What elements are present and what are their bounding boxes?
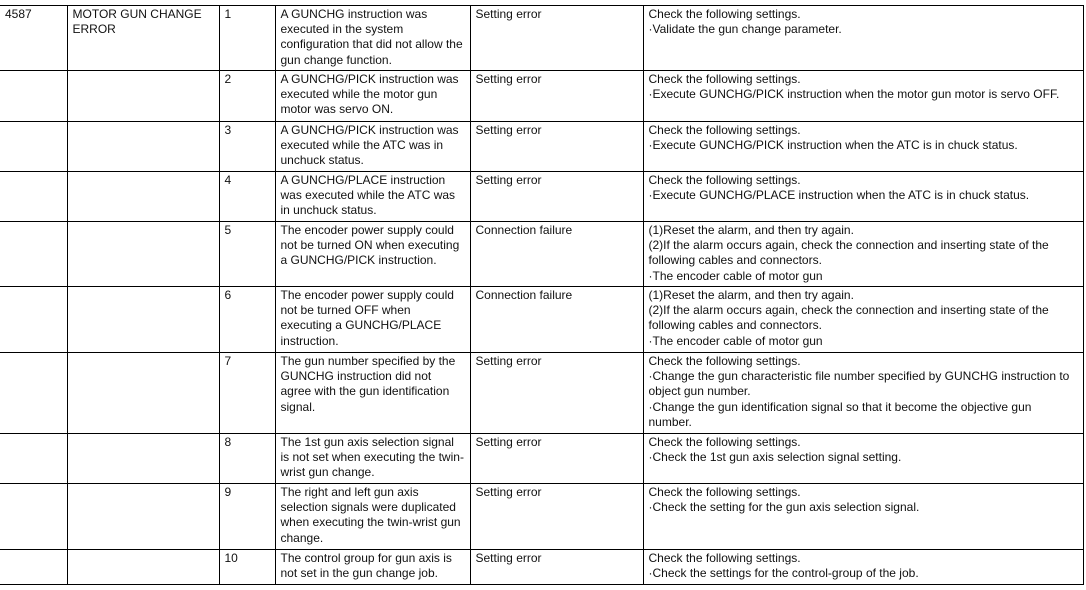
empty-cell: [67, 353, 219, 434]
remedy-cell: [643, 287, 1083, 353]
empty-cell: [67, 434, 219, 484]
type-cell: Setting error: [470, 122, 643, 172]
table-row: [0, 222, 1083, 287]
table-row: [0, 6, 1083, 71]
sub-code: 6: [219, 287, 275, 353]
remedy-cell: [643, 122, 1083, 172]
type-cell: Connection failure: [470, 287, 643, 353]
empty-cell: [0, 550, 67, 585]
remedy-line: ·Check the settings for the control-group of the job.: [648, 566, 919, 581]
remedy-line: ·Change the gun characteristic file number specified by GUNCHG instruction to object gun number.: [648, 369, 1070, 399]
remedy-line: (1)Reset the alarm, and then try again.: [648, 223, 854, 237]
remedy-line: Check the following settings.: [648, 354, 801, 368]
table-row: [0, 287, 1083, 353]
remedy-cell: [643, 550, 1083, 585]
type-cell: Setting error: [470, 434, 643, 484]
remedy-line: Check the following settings.: [648, 485, 801, 499]
type-cell: Setting error: [470, 6, 643, 71]
alarm-name: MOTOR GUN CHANGE ERROR: [67, 6, 219, 71]
remedy-line: ·Check the 1st gun axis selection signal setting.: [648, 450, 902, 465]
cause-cell: The encoder power supply could not be turned OFF when executing a GUNCHG/PLACE instruction.: [275, 287, 470, 353]
alarm-table: [0, 5, 1084, 585]
empty-cell: [0, 122, 67, 172]
remedy-line: Check the following settings.: [648, 551, 801, 565]
cause-cell: The gun number specified by the GUNCHG instruction did not agree with the gun identification signal.: [275, 353, 470, 434]
table-row: [0, 484, 1083, 550]
sub-code: 3: [219, 122, 275, 172]
remedy-line: Check the following settings.: [648, 173, 801, 187]
sub-code: 8: [219, 434, 275, 484]
remedy-line: Check the following settings.: [648, 72, 801, 86]
table-row: [0, 71, 1083, 122]
remedy-line: (2)If the alarm occurs again, check the connection and inserting state of the following cables and connectors.: [648, 303, 1049, 333]
sub-code: 4: [219, 172, 275, 222]
cause-cell: A GUNCHG instruction was executed in the system configuration that did not allow the gun change function.: [275, 6, 470, 71]
remedy-line: ·Execute GUNCHG/PLACE instruction when the ATC is in chuck status.: [648, 188, 1030, 203]
cause-cell: The encoder power supply could not be turned ON when executing a GUNCHG/PICK instruction.: [275, 222, 470, 287]
remedy-line: ·Change the gun identification signal so that it become the objective gun number.: [648, 399, 1032, 429]
empty-cell: [67, 122, 219, 172]
sub-code: 10: [219, 550, 275, 585]
remedy-line: ·Validate the gun change parameter.: [648, 22, 842, 37]
empty-cell: [67, 172, 219, 222]
table-row: [0, 172, 1083, 222]
table-row: [0, 550, 1083, 585]
empty-cell: [67, 222, 219, 287]
alarm-code: 4587: [0, 6, 67, 71]
remedy-cell: [643, 222, 1083, 287]
remedy-cell: [643, 172, 1083, 222]
type-cell: Connection failure: [470, 222, 643, 287]
empty-cell: [67, 550, 219, 585]
remedy-line: Check the following settings.: [648, 7, 801, 21]
remedy-line: ·Check the setting for the gun axis selection signal.: [648, 500, 920, 515]
remedy-cell: [643, 353, 1083, 434]
remedy-cell: [643, 6, 1083, 71]
remedy-line: (2)If the alarm occurs again, check the connection and inserting state of the following cables and connectors.: [648, 238, 1049, 268]
cause-cell: The right and left gun axis selection signals were duplicated when executing the twin-wrist gun change.: [275, 484, 470, 550]
empty-cell: [0, 71, 67, 122]
remedy-line: Check the following settings.: [648, 435, 801, 449]
cause-cell: The 1st gun axis selection signal is not set when executing the twin-wrist gun change.: [275, 434, 470, 484]
empty-cell: [0, 287, 67, 353]
empty-cell: [67, 287, 219, 353]
empty-cell: [0, 434, 67, 484]
empty-cell: [0, 172, 67, 222]
sub-code: 7: [219, 353, 275, 434]
table-row: [0, 353, 1083, 434]
table-row: [0, 434, 1083, 484]
empty-cell: [0, 353, 67, 434]
empty-cell: [67, 71, 219, 122]
remedy-line: ·The encoder cable of motor gun: [648, 333, 823, 348]
remedy-line: Check the following settings.: [648, 123, 801, 137]
remedy-line: ·Execute GUNCHG/PICK instruction when the ATC is in chuck status.: [648, 138, 1018, 153]
cause-cell: A GUNCHG/PLACE instruction was executed while the ATC was in unchuck status.: [275, 172, 470, 222]
remedy-cell: [643, 434, 1083, 484]
cause-cell: The control group for gun axis is not set in the gun change job.: [275, 550, 470, 585]
sub-code: 5: [219, 222, 275, 287]
cause-cell: A GUNCHG/PICK instruction was executed while the ATC was in unchuck status.: [275, 122, 470, 172]
type-cell: Setting error: [470, 172, 643, 222]
remedy-line: ·The encoder cable of motor gun: [648, 268, 823, 283]
remedy-cell: [643, 484, 1083, 550]
remedy-cell: [643, 71, 1083, 122]
empty-cell: [0, 484, 67, 550]
empty-cell: [67, 484, 219, 550]
type-cell: Setting error: [470, 71, 643, 122]
type-cell: Setting error: [470, 484, 643, 550]
type-cell: Setting error: [470, 353, 643, 434]
cause-cell: A GUNCHG/PICK instruction was executed while the motor gun motor was servo ON.: [275, 71, 470, 122]
type-cell: Setting error: [470, 550, 643, 585]
remedy-line: ·Execute GUNCHG/PICK instruction when the motor gun motor is servo OFF.: [648, 87, 1060, 102]
sub-code: 2: [219, 71, 275, 122]
remedy-line: (1)Reset the alarm, and then try again.: [648, 288, 854, 302]
empty-cell: [0, 222, 67, 287]
sub-code: 9: [219, 484, 275, 550]
table-row: [0, 122, 1083, 172]
sub-code: 1: [219, 6, 275, 71]
